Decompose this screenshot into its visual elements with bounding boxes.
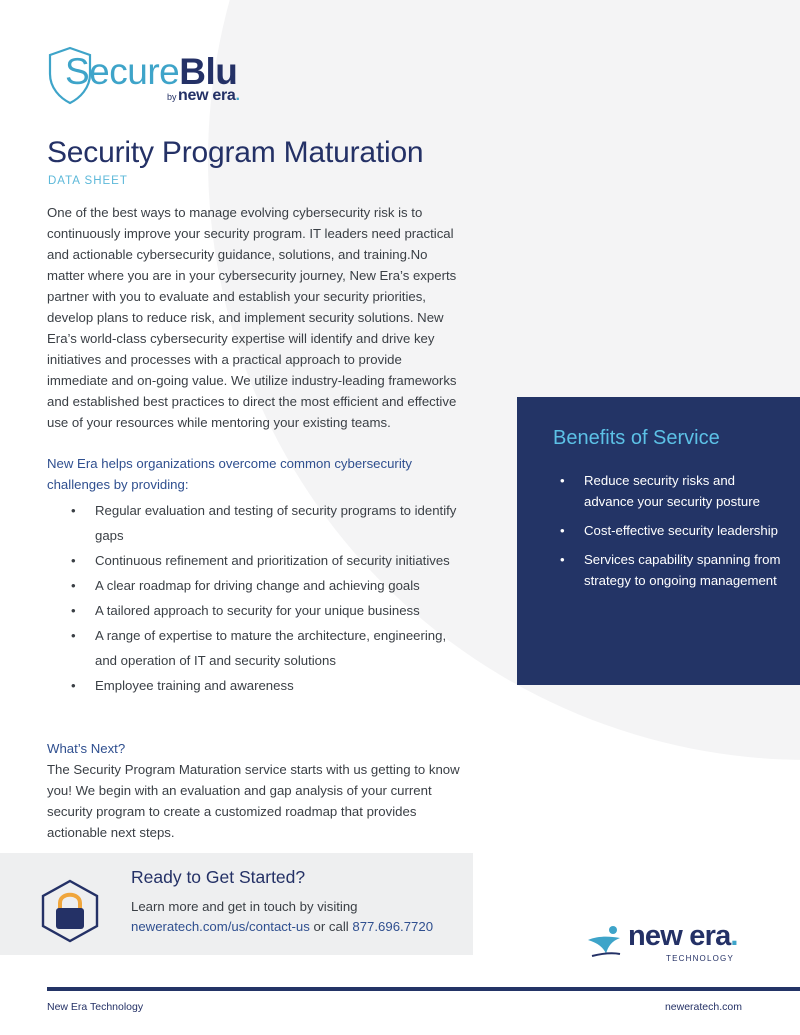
corp-logo-word (628, 920, 738, 953)
list-item: • A clear roadmap for driving change and achieving goals (47, 573, 467, 598)
secureblu-logo (47, 46, 257, 110)
new-era-technology-logo (586, 922, 756, 964)
padlock-hexagon-icon (40, 879, 100, 943)
phone-link[interactable]: 877.696.7720 (352, 919, 434, 934)
whats-next-heading: What’s Next? (47, 741, 126, 756)
swoosh-figure-icon (586, 924, 626, 960)
benefits-list (557, 470, 787, 599)
list-item: • Continuous refinement and prioritization of security initiatives (47, 548, 467, 573)
corp-logo-dot: . (730, 920, 738, 952)
footer-divider (47, 987, 800, 991)
or-call-text: or call (309, 919, 353, 934)
challenges-list (47, 498, 467, 698)
footer-website-link[interactable]: neweratech.com (664, 1001, 742, 1013)
page-subtitle: DATA SHEET (48, 175, 128, 187)
cta-panel (0, 853, 473, 955)
list-item: • A range of expertise to mature the architecture, engineering, and operation of IT and security solutions (47, 623, 467, 673)
logo-by-text: by (167, 92, 177, 102)
corp-logo-tagline: TECHNOLOGY (666, 954, 735, 963)
list-item: • Cost-effective security leadership (557, 520, 787, 541)
page-title: Security Program Maturation (47, 136, 424, 169)
logo-blu-text: Blu (179, 51, 238, 92)
list-item: • Regular evaluation and testing of security programs to identify gaps (47, 498, 467, 548)
logo-newera-word: new era (178, 87, 236, 104)
list-item: • Employee training and awareness (47, 673, 467, 698)
lead-paragraph: New Era helps organizations overcome common cybersecurity challenges by providing: (47, 456, 413, 492)
logo-secure-text: Secure (65, 51, 180, 92)
cta-title: Ready to Get Started? (131, 867, 306, 887)
intro-paragraph: One of the best ways to manage evolving cybersecurity risk is to continuously improve your security program. IT leaders need practical and actionable cybersecurity guidance, solutions, and training.No matter where you are in your cybersecurity journey, New Era’s experts partner with you to evaluate and establish your security priorities, develop plans to reduce risk, and implement security solutions. New Era’s world-class cybersecurity expertise will identify and drive key initiatives and processes with a practical approach to provide immediate and on-going value. We utilize industry-leading frameworks and established best practices to direct the most efficient and effective use of your resources while mentoring your existing teams. (47, 205, 457, 430)
list-item: • Services capability spanning from strategy to ongoing management (557, 549, 787, 591)
corp-logo-text: new era (628, 920, 731, 952)
cta-contact-line (131, 916, 433, 937)
logo-newera-text (178, 87, 240, 105)
list-item: • Reduce security risks and advance your security posture (557, 470, 787, 512)
cta-text: Learn more and get in touch by visiting (131, 899, 358, 914)
list-item: • A tailored approach to security for your unique business (47, 598, 467, 623)
benefits-panel (517, 397, 800, 685)
whats-next-body: The Security Program Maturation service starts with us getting to know you! We begin with an evaluation and gap analysis of your current security program to create a customized roadmap that provides actionable next steps. (47, 762, 460, 840)
footer-company: New Era Technology (47, 1001, 144, 1013)
contact-link[interactable]: neweratech.com/us/contact-us (131, 919, 310, 934)
logo-newera-dot: . (235, 87, 240, 104)
benefits-title: Benefits of Service (553, 427, 720, 449)
